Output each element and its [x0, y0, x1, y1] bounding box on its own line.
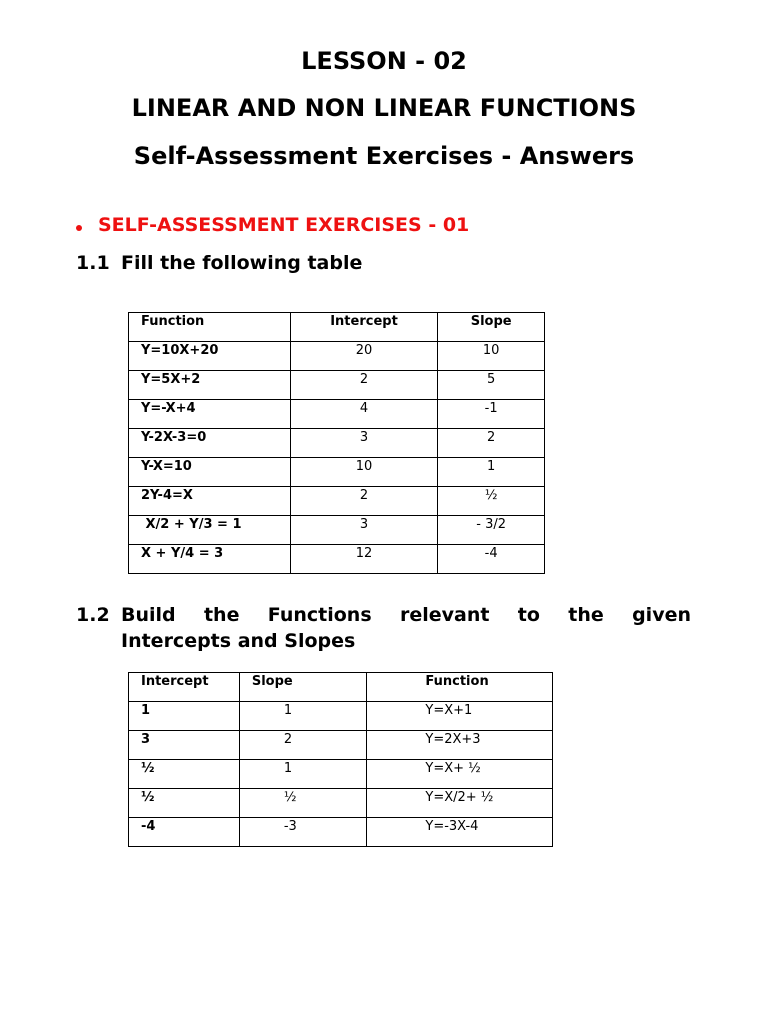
cell-slope: 1	[239, 760, 367, 789]
word: to	[517, 604, 540, 626]
table-row	[129, 371, 545, 400]
header-intercept: Intercept	[290, 313, 438, 342]
table-row	[129, 731, 553, 760]
cell-intercept: 1	[129, 702, 240, 731]
cell-intercept: 10	[290, 458, 438, 487]
table-row	[129, 545, 545, 574]
cell-intercept: 20	[290, 342, 438, 371]
table-row	[129, 818, 553, 847]
question-number: 1.1	[76, 252, 110, 274]
table-row	[129, 400, 545, 429]
cell-intercept: 12	[290, 545, 438, 574]
table-row	[129, 487, 545, 516]
cell-slope: -4	[438, 545, 545, 574]
table-header-row	[129, 673, 553, 702]
cell-slope: 2	[438, 429, 545, 458]
cell-function: X/2 + Y/3 = 1	[129, 516, 291, 545]
question-1-2	[0, 604, 768, 664]
cell-intercept: 3	[290, 429, 438, 458]
cell-slope: -1	[438, 400, 545, 429]
question-number: 1.2	[76, 604, 110, 626]
word: relevant	[399, 604, 490, 626]
question-text-line-1	[121, 604, 691, 626]
table-function-intercept-slope	[128, 312, 545, 574]
header-function: Function	[367, 673, 553, 702]
table-row	[129, 760, 553, 789]
word: the	[203, 604, 240, 626]
cell-intercept: ½	[129, 760, 240, 789]
cell-function: Y=X+1	[367, 702, 553, 731]
cell-function: Y-X=10	[129, 458, 291, 487]
cell-function: Y=2X+3	[367, 731, 553, 760]
table-row	[129, 342, 545, 371]
word: Functions	[267, 604, 372, 626]
question-text: Fill the following table	[121, 252, 363, 274]
cell-slope: 1	[438, 458, 545, 487]
cell-function: Y-2X-3=0	[129, 429, 291, 458]
question-1-1	[0, 252, 768, 278]
cell-slope: ½	[239, 789, 367, 818]
table-intercept-slope-function	[128, 672, 553, 847]
cell-function: Y=-X+4	[129, 400, 291, 429]
section-heading	[76, 214, 469, 236]
cell-intercept: ½	[129, 789, 240, 818]
table-row	[129, 516, 545, 545]
table-row	[129, 458, 545, 487]
section-title: SELF-ASSESSMENT EXERCISES - 01	[98, 214, 470, 236]
cell-slope: -3	[239, 818, 367, 847]
cell-intercept: 3	[290, 516, 438, 545]
cell-slope: - 3/2	[438, 516, 545, 545]
cell-intercept: 3	[129, 731, 240, 760]
word: the	[568, 604, 604, 626]
header-slope: Slope	[239, 673, 367, 702]
cell-function: Y=X+ ½	[367, 760, 553, 789]
header-function: Function	[129, 313, 291, 342]
word: given	[632, 604, 691, 626]
cell-function: Y=-3X-4	[367, 818, 553, 847]
topic-title: LINEAR AND NON LINEAR FUNCTIONS	[131, 94, 637, 122]
word: Build	[121, 604, 176, 626]
cell-function: Y=10X+20	[129, 342, 291, 371]
header-intercept: Intercept	[129, 673, 240, 702]
lesson-title: LESSON - 02	[301, 47, 467, 75]
cell-intercept: 4	[290, 400, 438, 429]
cell-function: Y=X/2+ ½	[367, 789, 553, 818]
bullet-icon	[76, 225, 82, 231]
table-row	[129, 789, 553, 818]
cell-intercept: 2	[290, 371, 438, 400]
cell-slope: ½	[438, 487, 545, 516]
cell-slope: 1	[239, 702, 367, 731]
cell-slope: 5	[438, 371, 545, 400]
header-slope: Slope	[438, 313, 545, 342]
page-subtitle: Self-Assessment Exercises - Answers	[133, 142, 635, 170]
cell-slope: 2	[239, 731, 367, 760]
cell-intercept: 2	[290, 487, 438, 516]
table-header-row	[129, 313, 545, 342]
cell-function: X + Y/4 = 3	[129, 545, 291, 574]
cell-function: 2Y-4=X	[129, 487, 291, 516]
cell-function: Y=5X+2	[129, 371, 291, 400]
question-text-line-2: Intercepts and Slopes	[121, 630, 356, 652]
table-row	[129, 429, 545, 458]
cell-intercept: -4	[129, 818, 240, 847]
cell-slope: 10	[438, 342, 545, 371]
table-row	[129, 702, 553, 731]
